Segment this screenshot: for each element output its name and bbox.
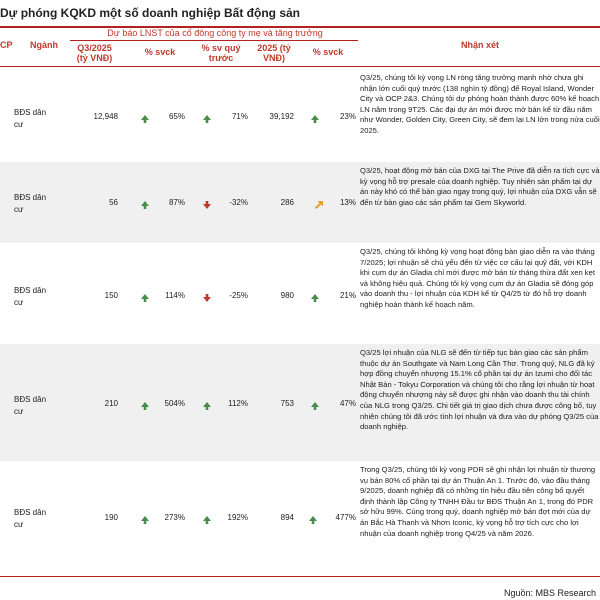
table-row [0,461,600,576]
sector-cell: BĐS dân cư [14,508,47,529]
y2025-cell: 286 [280,198,294,207]
sector-cell: BĐS dân cư [14,108,47,129]
sector-cell: BĐS dân cư [14,395,47,416]
svck2-cell: 13% [339,198,356,207]
svck2-cell: 477% [335,513,356,522]
table-row [0,69,600,162]
svq-cell: -25% [229,291,248,300]
arrow-up-icon [202,111,212,121]
arrow-up-icon [310,290,320,300]
forecast-group-header: Dự báo LNST của cổ đông công ty mẹ và tăng trưởng [107,28,323,38]
arrow-up-icon [140,398,150,408]
sector-cell: BĐS dân cư [14,286,47,307]
svck-cell: 504% [164,399,185,408]
col-2025-header: 2025 (tỷ VNĐ) [257,43,291,63]
y2025-cell: 39,192 [269,112,294,121]
comment-cell: Q3/25 lợi nhuận của NLG sẽ đến từ tiếp tục bàn giao các sản phẩm thuộc dự án Southgate và Nam Long Cần Thơ. Trong quý, NLG đã ký hợp đồng chuyển nhượng 15.1% cổ phần tại dự án Izumi cho đối tác Nhật Bản - Tokyu Corporation và chúng tôi cho rằng lợi nhuận từ hoạt động chuyển nhượng này sẽ được ghi nhận vào doanh thu tài chính của NLG trong Q3/25. Chi tiết giá trị giao dịch chưa được công bố, tuy nhiên chúng tôi đã ước tính lợi nhuận và đưa vào dự phóng Q3/25 của doanh nghiệp. [360,348,599,432]
svck-cell: 65% [168,112,185,121]
svck2-cell: 23% [339,112,356,121]
col-comment-header: Nhận xét [460,40,499,50]
svq-cell: 192% [227,513,248,522]
col-cp-header: CP [0,40,13,50]
arrow-up-icon [140,512,150,522]
arrow-up-icon [202,398,212,408]
q3-cell: 210 [104,399,118,408]
q3-cell: 56 [109,198,118,207]
table-bottom-rule [0,576,600,577]
svck2-cell: 21% [339,291,356,300]
arrow-up-icon [140,111,150,121]
arrow-up-icon [202,512,212,522]
q3-cell: 190 [104,513,118,522]
comment-cell: Q3/25, hoạt động mở bán của DXG tại The Prive đã diễn ra tích cực và kỳ vọng hỗ trợ presale của doanh nghiệp. Tuy nhiên sản phẩm tại dự án này khó có thể bàn giao ngay trong quý, lợi nhuận của DXG vẫn sẽ đến từ bàn giao các sản phẩm tại Gem Skyworld. [360,166,600,207]
table-row [0,344,600,461]
q3-cell: 12,948 [93,112,118,121]
sector-cell: BĐS dân cư [14,193,47,214]
table-row [0,243,600,344]
page-title: Dự phóng KQKD một số doanh nghiệp Bất động sản [0,6,300,20]
col-svck-header: % svck [144,47,176,57]
col-q3-header: Q3/2025 (tỷ VNĐ) [76,43,113,63]
source-note: Nguồn: MBS Research [503,588,596,598]
header-bottom-rule [0,66,600,67]
col-svq-header: % sv quý trước [201,43,241,63]
svq-cell: 112% [228,399,248,408]
group-sub-rule [70,40,358,41]
arrow-up-icon [310,398,320,408]
y2025-cell: 980 [280,291,294,300]
col-svck2-header: % svck [312,47,344,57]
svck-cell: 114% [165,291,185,300]
col-sector-header: Ngành [30,40,58,50]
svck2-cell: 47% [339,399,356,408]
comment-cell: Trong Q3/25, chúng tôi kỳ vọng PDR sẽ ghi nhận lợi nhuận từ thương vụ bán 80% cổ phần tại dự án Thuận An 1. Trước đó, vào đầu tháng 9/2025, doanh nghiệp đã có những tín hiệu đầu tiên công bố quyết định thành lập Công ty TNHH Đầu tư BĐS Thuận An 1, trong đó PDR sở hữu 99%. Cùng trong quý, doanh nghiệp mở bán đợt mới của dự án Bắc Hà Thanh và Nhơn Iconic, kỳ vọng hỗ trợ tích cực cho lợi nhuận của doanh nghiệp trong Q4/25 và năm 2026. [360,465,596,538]
arrow-up-icon [310,111,320,121]
q3-cell: 150 [104,291,118,300]
svck-cell: 273% [164,513,185,522]
arrow-up-icon [308,512,318,522]
svq-cell: 71% [231,112,248,121]
table-row [0,162,600,243]
y2025-cell: 894 [280,513,294,522]
comment-cell: Q3/25, chúng tôi không kỳ vọng hoạt động bàn giao diễn ra vào tháng 7/2025; lợi nhuận sẽ chủ yếu đến từ việc cơ cấu lại quỹ đất, với KDH khi cụm dự án Gladia chỉ mới được mở bán từ tháng thừa đất xen kẹt và không hiệu quả. Chúng tôi kỳ vọng cụm dự án Gladia sẽ đóng góp vào doanh thu - lợi nhuận của KDH kể từ Q4/25 từ đó hỗ trợ doanh nghiệp hoàn thành kế hoạch năm. [360,247,595,309]
comment-cell: Q3/25, chúng tôi kỳ vọng LN ròng tăng trưởng mạnh nhờ chưa ghi nhận lớn cuối quý trước (138 nghìn tỷ đồng) để Royal Island, Wonder City và OCP 2&3. Chúng tôi dự phóng hoàn thành được 60% kế hoạch LN năm trong 9T25. Các đại dự án mới được mở bán kể từ đầu năm như Wonder, Golden City, Green City, sẽ đem lại LN lớn trong nửa cuối 2025. [360,73,600,135]
svck-cell: 87% [168,198,185,207]
arrow-down-icon [202,197,212,207]
svq-cell: -32% [229,198,248,207]
arrow-down-icon [202,290,212,300]
y2025-cell: 753 [280,399,294,408]
arrow-up-icon [140,290,150,300]
arrow-up-icon [140,197,150,207]
